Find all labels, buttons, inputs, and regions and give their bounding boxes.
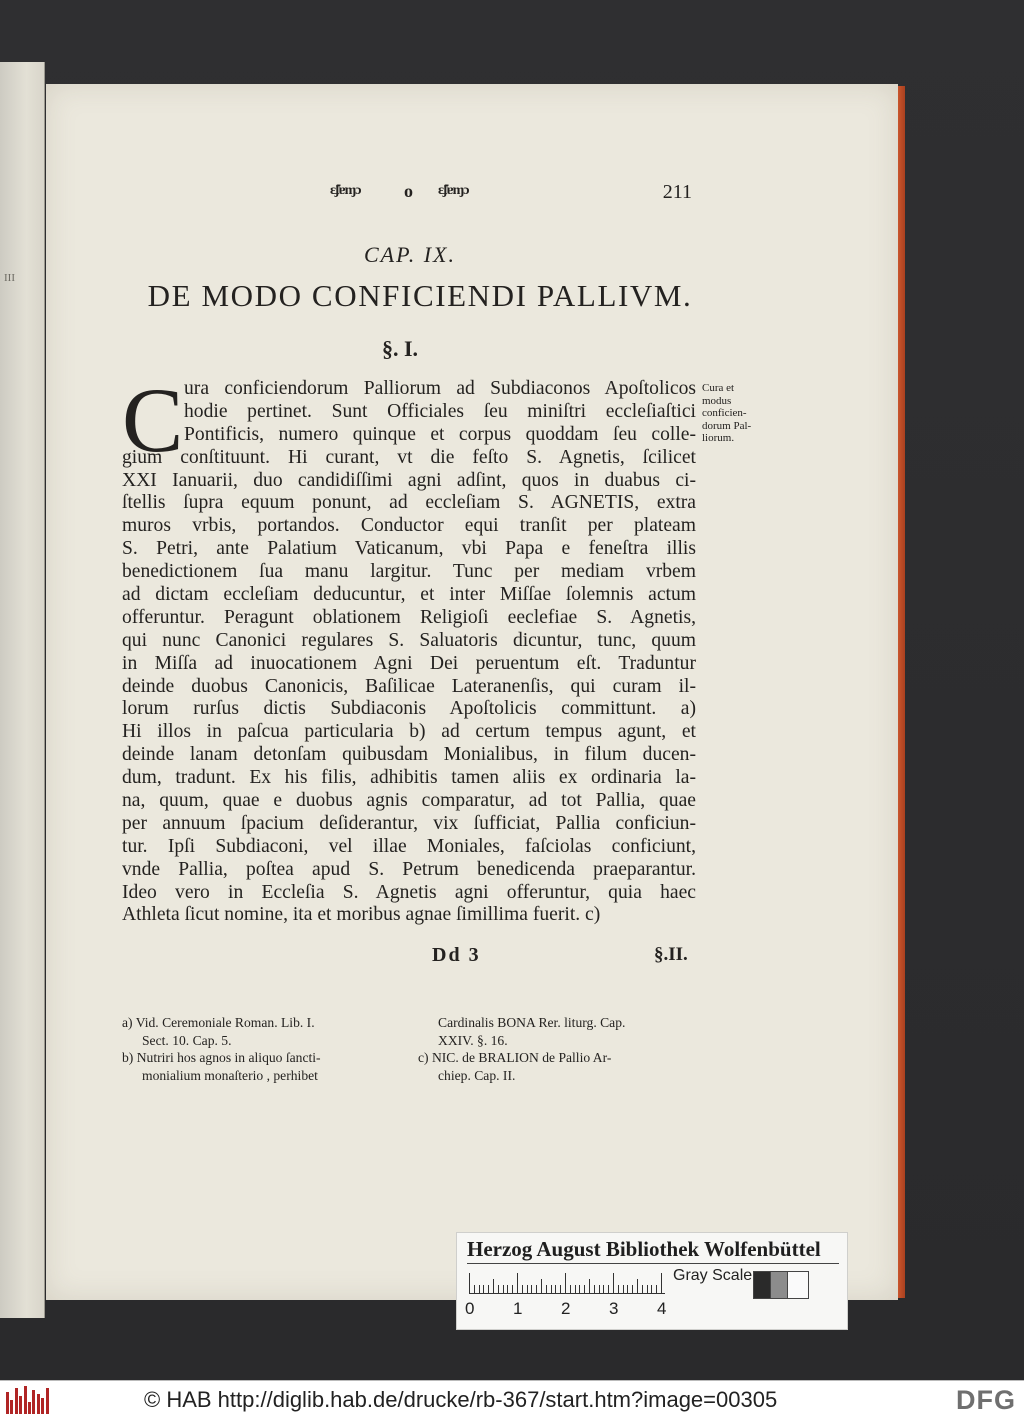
ruler-tick xyxy=(527,1285,528,1293)
hab-logo-bar xyxy=(10,1400,13,1414)
body-line: hodie pertinet. Sunt Officiales ſeu miniſtri eccleſiaſtici xyxy=(184,400,696,422)
body-line: XXI Ianuarii, duo candidiſſimi agni adſint, quos in duabus ci- xyxy=(122,469,696,491)
ruler-tick xyxy=(647,1285,648,1293)
catchword: §.II. xyxy=(654,944,688,965)
body-line: ad dictam eccleſiam deducuntur, et inter Miſſae ſolemnis actum xyxy=(122,584,696,606)
marginal-note-line: dorum Pal- xyxy=(702,419,752,432)
hab-logo-bar xyxy=(28,1402,31,1414)
ruler-tick xyxy=(608,1285,609,1293)
ornament-center-icon: o xyxy=(404,181,412,201)
footnote-line: c) NIC. de BRALION de Pallio Ar- xyxy=(418,1050,612,1065)
footnote-line: chiep. Cap. II. xyxy=(438,1067,516,1083)
page-number: 211 xyxy=(662,181,692,203)
ruler-tick xyxy=(522,1285,523,1293)
ruler-number: 2 xyxy=(561,1299,571,1318)
hab-logo-bar xyxy=(32,1390,35,1414)
footnotes-left xyxy=(122,1014,404,1084)
copyright-link[interactable]: © HAB http://diglib.hab.de/drucke/rb-367/start.htm?image=00305 xyxy=(144,1387,778,1412)
ornament-right-icon: ɛ̃ʄɐɱɔ xyxy=(438,183,469,198)
body-line: tur. Ipſi Subdiaconi, vel illae Moniales, faſciolas conficiunt, xyxy=(122,835,696,857)
previous-page-edge xyxy=(0,62,45,1318)
body-line: deinde lanam detonſam quibusdam Monialibus, in filum ducen- xyxy=(122,744,696,766)
hab-logo-bar xyxy=(6,1392,9,1414)
marginal-note-line: Cura et xyxy=(702,382,735,394)
ruler-tick xyxy=(618,1285,619,1293)
hab-logo-icon xyxy=(6,1386,50,1414)
marginal-note-line: conficien- xyxy=(702,407,747,419)
body-line: Athleta ſicut nomine, ita et moribus agnae ſimillima fuerit. c) xyxy=(122,904,601,926)
ruler-tick xyxy=(551,1285,552,1293)
body-line: qui nunc Canonici regulares S. Saluatoris dicuntur, tunc, quum xyxy=(122,629,696,651)
body-line: Pontificis, numero quinque et corpus quoddam ſeu colle- xyxy=(184,423,696,445)
ruler-tick xyxy=(541,1279,542,1293)
ruler-tick xyxy=(536,1285,537,1293)
footnote-line: monialium monaſterio , perhibet xyxy=(142,1067,318,1083)
body-line: S. Petri, ante Palatium Vaticanum, vbi Papa e feneſtra illis xyxy=(122,538,696,560)
ruler-number: 0 xyxy=(465,1299,475,1318)
ruler-tick xyxy=(531,1285,532,1293)
marginal-note-line: modus xyxy=(702,394,732,407)
body-line: lorum rurſus dictis Subdiaconis Apoſtolicis committunt. a) xyxy=(122,698,696,720)
hab-logo-bar xyxy=(19,1396,22,1414)
ruler-tick xyxy=(570,1285,571,1293)
ruler-tick xyxy=(560,1285,561,1293)
ruler-tick xyxy=(575,1285,576,1293)
ruler-tick xyxy=(498,1285,499,1293)
signature-mark: Dd 3 xyxy=(432,944,481,966)
gray-scale-label: Gray Scale xyxy=(673,1267,753,1284)
ruler-tick xyxy=(656,1285,657,1293)
ruler-tick xyxy=(594,1285,595,1293)
ruler-tick xyxy=(555,1285,556,1293)
ruler-tick xyxy=(651,1285,652,1293)
ruler-tick xyxy=(603,1285,604,1293)
footnotes-right xyxy=(418,1014,700,1084)
ruler-tick xyxy=(642,1285,643,1293)
body-line: ſtellis ſupra equum ponunt, ad eccleſiam S. AGNETIS, extra xyxy=(122,492,696,514)
ruler-tick xyxy=(512,1285,513,1293)
body-line: offeruntur. Peragunt oblationem Religioſi eeclefiae S. Agnetis, xyxy=(122,606,696,628)
hab-logo-bar xyxy=(41,1398,44,1414)
ruler-tick xyxy=(517,1273,518,1293)
running-head xyxy=(330,181,700,211)
gray-swatch-mid xyxy=(770,1271,788,1299)
ruler-tick xyxy=(493,1279,494,1293)
ruler-tick xyxy=(599,1285,600,1293)
ruler-tick xyxy=(507,1285,508,1293)
ornament-left-icon: ɛ̃ʄɐɱɔ xyxy=(330,183,361,198)
footnote-line: Sect. 10. Cap. 5. xyxy=(142,1032,232,1048)
body-line: gium conſtituunt. Hi curant, vt die feſto S. Agnetis, ſcilicet xyxy=(122,446,696,468)
ruler-tick xyxy=(627,1285,628,1293)
hab-logo-bar xyxy=(37,1394,40,1414)
ruler-tick xyxy=(488,1285,489,1293)
ruler xyxy=(469,1271,665,1294)
color-target-card xyxy=(456,1232,848,1330)
ruler-tick xyxy=(565,1273,566,1293)
body-line: vnde Pallia, poſtea apud S. Petrum benedicenda praeparantur. xyxy=(122,858,696,880)
drop-cap: C xyxy=(122,369,184,471)
ruler-tick xyxy=(579,1285,580,1293)
ruler-tick xyxy=(474,1285,475,1293)
ruler-tick xyxy=(546,1285,547,1293)
body-line: Ideo vero in Eccleſia S. Agnetis agni offeruntur, quia haec xyxy=(122,881,696,903)
hab-logo-bar xyxy=(46,1388,49,1414)
ruler-tick xyxy=(479,1285,480,1293)
body-line: na, quum, quae e duobus agnis comparatur, ad tot Pallia, quae xyxy=(122,790,696,812)
gray-swatch-white xyxy=(787,1271,809,1299)
gray-swatch-black xyxy=(753,1271,771,1299)
ruler-tick xyxy=(503,1285,504,1293)
hab-logo-bar xyxy=(24,1386,27,1414)
ruler-tick xyxy=(589,1279,590,1293)
footnote-line: XXIV. §. 16. xyxy=(438,1032,508,1048)
body-line: ura conficiendorum Palliorum ad Subdiaconos Apoſtolicos xyxy=(184,378,696,399)
footer-banner xyxy=(0,1380,1024,1420)
body-line: in Miſſa ad inuocationem Agni Dei peruentum eſt. Traduntur xyxy=(122,652,696,674)
ruler-number: 4 xyxy=(657,1299,667,1318)
hab-logo-bar xyxy=(15,1388,18,1414)
chapter-number: CAP. IX. xyxy=(364,242,456,267)
body-text xyxy=(122,378,696,927)
footnote-line: a) Vid. Ceremoniale Roman. Lib. I. xyxy=(122,1015,315,1030)
ruler-tick xyxy=(623,1285,624,1293)
ruler-tick xyxy=(632,1285,633,1293)
ruler-number: 3 xyxy=(609,1299,619,1318)
ruler-tick xyxy=(469,1273,470,1293)
target-title: Herzog August Bibliothek Wolfenbüttel xyxy=(467,1237,839,1264)
ruler-number: 1 xyxy=(513,1299,523,1318)
ruler-tick xyxy=(637,1279,638,1293)
marginal-note-line: liorum. xyxy=(702,432,735,444)
body-line: muros vrbis, portandos. Conductor equi tranſit per plateam xyxy=(122,515,696,537)
ruler-tick xyxy=(483,1285,484,1293)
footnote-line: Cardinalis BONA Rer. liturg. Cap. xyxy=(438,1015,626,1030)
ruler-tick xyxy=(661,1273,662,1293)
body-line: per annuum ſpacium deſiderantur, vix ſufficiat, Pallia conficiun- xyxy=(122,812,696,834)
body-line: deinde duobus Canonicis, Baſilicae Lateranenſis, qui curam il- xyxy=(122,675,696,697)
section-mark: §. I. xyxy=(381,336,419,361)
page-red-edge xyxy=(898,86,905,1298)
marginal-note xyxy=(702,382,764,445)
chapter-title: DE MODO CONFICIENDI PALLIVM. xyxy=(147,278,693,313)
body-line: benedictionem ſua manu largitur. Tunc per mediam vrbem xyxy=(122,561,696,583)
body-line: Hi illos in paſcua particularia b) ad certum tempus agunt, et xyxy=(122,721,696,743)
dfg-logo: DFG xyxy=(956,1385,1016,1415)
ruler-tick xyxy=(613,1273,614,1293)
previous-page-fragment: III xyxy=(4,272,15,284)
footnote-line: b) Nutriri hos agnos in aliquo ſancti- xyxy=(122,1050,321,1065)
body-line: dum, tradunt. Ex his filis, adhibitis tamen aliis ex ordinaria la- xyxy=(122,767,696,789)
ruler-tick xyxy=(584,1285,585,1293)
